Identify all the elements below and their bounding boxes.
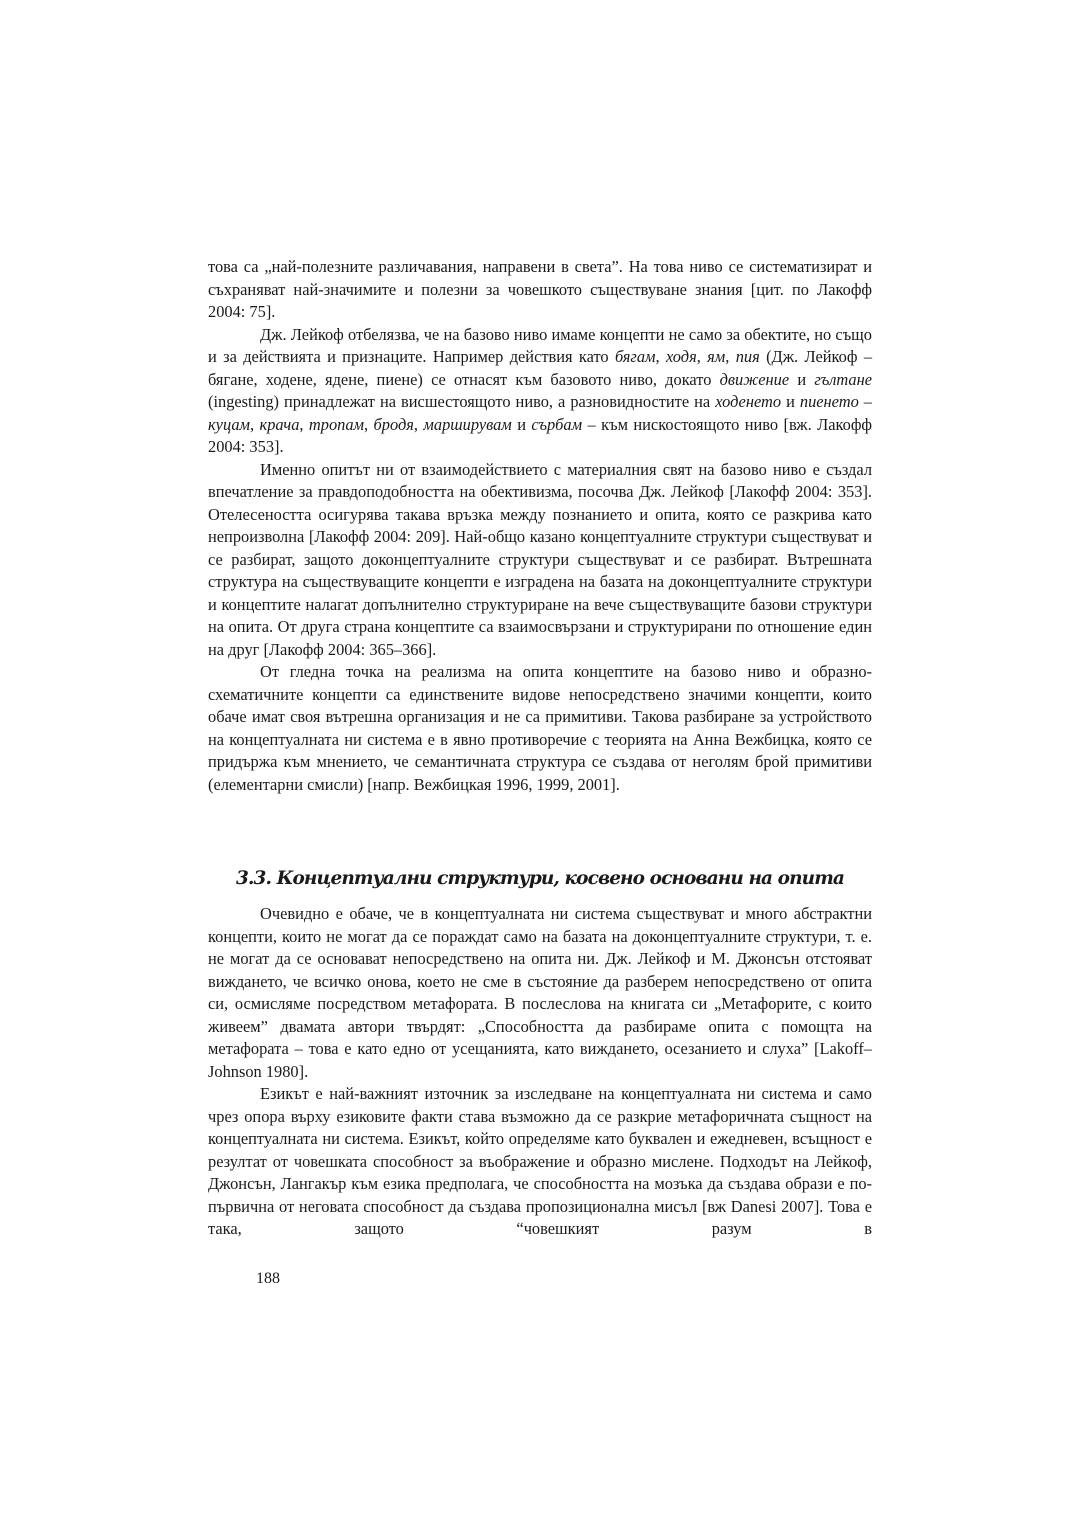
page-number: 188 bbox=[256, 1270, 280, 1287]
paragraph: Очевидно е обаче, че в концептуалната ни система съществуват и много абстрактни концепти, които не могат да се пораждат само на базата на доконцептуалните структури, т. е. не могат да се основават непосредствено на опита ни. Дж. Лейкоф и М. Джонсън отстояват виждането, че всичко онова, което не сме в състояние да разберем непосредствено от опита си, осмисляме посредством метафората. В послеслова на книгата си „Метафорите, с които живеем” двамата автори твърдят: „Способността да разбираме опита с помощта на метафората – това е като едно от усещанията, като виждането, осезанието и слуха” [Lakoff–Johnson 1980]. bbox=[208, 904, 872, 1081]
text-block-lower bbox=[208, 903, 872, 1241]
italic-term: пиенето – куцам bbox=[208, 392, 872, 434]
italic-term: крача bbox=[259, 414, 300, 434]
italic-term: гълтане bbox=[814, 369, 872, 389]
italic-term: тропам bbox=[308, 414, 365, 434]
italic-term: ходенето bbox=[715, 392, 782, 411]
italic-term: пия bbox=[735, 347, 760, 366]
italic-term: бродя bbox=[373, 414, 414, 434]
paragraph: това са „най-полезните различавания, направени в света”. На това ниво се систематизират и съхраняват най-значимите и полезни за човешкото съществуване знания [цит. по Лакофф 2004: 75]. bbox=[208, 257, 872, 321]
paragraph: Именно опитът ни от взаимодействието с материалния свят на базово ниво е създал впечатление за правдоподобността на обективизма, посочва Дж. Лейкоф [Лакофф 2004: 353]. Отелесеността осигурява такава връзка между познанието и опита, която се разкрива като непроизволна [Лакофф 2004: 209]. Най-общо казано концептуалните структури съществуват и се разбират, защото доконцептуалните структури съществуват и се разбират. Вътрешната структура на съществуващите концепти е изградена на базата на доконцептуалните структури и концептите налагат допълнително структуриране на вече съществуващите базови структури на опита. От друга страна концептите са взаимосвързани и структурирани по отношение един на друг [Лакофф 2004: 365–366]. bbox=[208, 459, 872, 659]
italic-term: ходя bbox=[665, 347, 697, 366]
text-block-upper bbox=[208, 256, 872, 796]
italic-term: сърбам bbox=[531, 414, 583, 434]
paragraph: От гледна точка на реализма на опита концептите на базово ниво и образно-схематичните концепти са единствените видове непосредствено значими концепти, които обаче имат своя вътрешна организация и не са примитиви. Такова разбиране за устройството на концептуалната ни система е в явно противоречие с теорията на Анна Вежбицка, която се придържа към мнението, че семантичната структура се създава от неголям брой примитиви (елементарни смисли) [напр. Вежбицкая 1996, 1999, 2001]. bbox=[208, 662, 872, 794]
italic-term: ям bbox=[707, 347, 726, 366]
italic-term: движение bbox=[719, 369, 790, 389]
italic-term: марширувам bbox=[423, 414, 512, 434]
italic-term: бягам bbox=[614, 347, 656, 366]
paragraph: Дж. Лейкоф отбелязва, че на базово ниво имаме концепти не само за обектите, но също и за действията и признаците. Например действия като бягам, ходя, ям, пия (Дж. Лейкоф – бягане, ходене, ядене, пиене) се отнасят към базовото ниво, докато движение и гълтане (ingesting) принадлежат на висшестоящото ниво, а разновидностите на ходенето и пиенето – куцам, крача, тропам, бродя, марширувам и сърбам – към нискостоящото ниво [вж. Лакофф 2004: 353]. bbox=[208, 324, 873, 456]
paragraph: Езикът е най-важният източник за изследване на концептуалната ни система и само чрез опора върху езиковите факти става възможно да се разкрие метафоричната същност на концептуалната ни система. Езикът, който определяме като буквален и ежедневен, всъщност е резултат от човешката способност за въображение и образно мислене. Подходът на Лейкоф, Джонсън, Лангакър към езика предполага, че способността на мозъка да създава образи е по-първична от неговата способност да създава пропозиционална мисъл [вж Danesi 2007]. Това е така, защото “човешкият разум в bbox=[208, 1084, 872, 1238]
section-heading: 3.3. Концептуални структури, косвено основани на опита bbox=[236, 868, 844, 889]
